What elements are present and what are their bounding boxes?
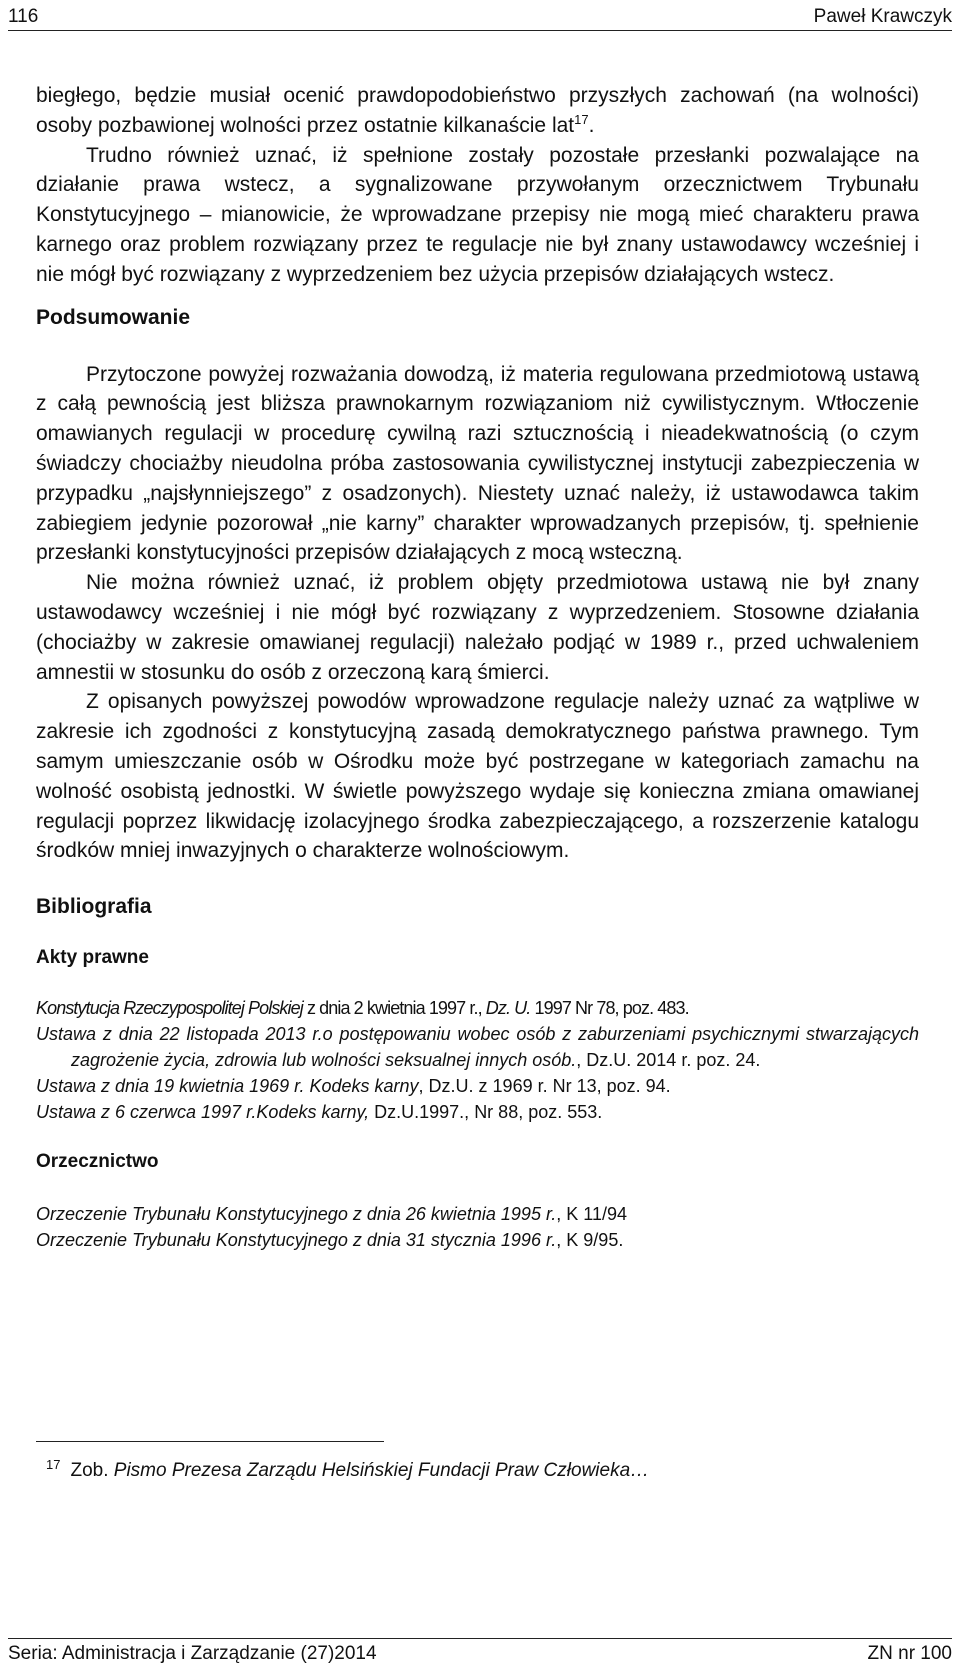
bib-act-3-rest: , Dz.U. z 1969 r. Nr 13, poz. 94.: [418, 1076, 671, 1097]
bib-act-1-journal: Dz. U.: [485, 998, 531, 1019]
paragraph-4: Nie można również uznać, iż problem objęty przedmiotowa ustawą nie był znany ustawodawcy wcześniej i nie mógł być rozwiązany z wyprzedzeniem. Stosowne działania (chociażby w zakresie omawianej regulacji) należało podjąć w 1989 r., przed uchwaleniem amnestii w stosunku do osób z orzeczoną karą śmierci.: [36, 571, 919, 684]
heading-orzecznictwo: Orzecznictwo: [36, 1151, 159, 1173]
bib-act-3-title: Ustawa z dnia 19 kwietnia 1969 r. Kodeks karny: [36, 1076, 419, 1097]
bib-act-1: [36, 995, 919, 1021]
bib-act-4-rest: Dz.U.1997., Nr 88, poz. 553.: [369, 1102, 603, 1123]
bib-act-2-rest: , Dz.U. 2014 r. poz. 24.: [576, 1050, 761, 1071]
bib-act-1-rest: z dnia 2 kwietnia 1997 r.,: [302, 998, 486, 1019]
page-footer: [8, 1638, 952, 1667]
bib-case-2: [36, 1227, 919, 1253]
footnote-ref[interactable]: 17: [574, 111, 589, 127]
bib-case-2-rest: , K 9/95.: [556, 1230, 624, 1251]
bib-case-1: [36, 1201, 919, 1227]
bib-act-4: [36, 1099, 919, 1125]
page-number: 116: [8, 6, 39, 27]
heading-akty-prawne: Akty prawne: [36, 947, 149, 969]
footnote-17: [46, 1456, 649, 1486]
paragraph-1: [36, 81, 919, 141]
bib-act-1-title: Konstytucja Rzeczypospolitej Polskiej: [36, 998, 303, 1019]
footnote-separator: [36, 1441, 384, 1442]
bib-act-2: [36, 1021, 919, 1073]
bib-case-1-rest: , K 11/94: [556, 1204, 628, 1225]
paragraph-3: Przytoczone powyżej rozważania dowodzą, iż materia regulowana przedmiotową ustawą z całą pewnością jest bliższa prawnokarnym rozwiązaniom niż cywilistycznym. Wtłoczenie omawianych regulacji w procedurę cywilną razi sztucznością i nieadekwatnością (o czym świadczy chociażby nieudolna próba zastosowania cywilistycznej instytucji zabezpieczenia w przypadku „najsłynniejszego” z osadzonych). Niestety uznać należy, iż ustawodawca takim zabiegiem jedynie pozorował „nie karny” charakter wprowadzanych przepisów, tj. spełnienie przesłanki konstytucyjności przepisów działających z mocą wsteczną.: [36, 362, 919, 565]
bib-act-1-rest2: 1997 Nr 78, poz. 483.: [530, 998, 689, 1019]
paragraph-1-end: .: [588, 113, 595, 137]
bib-case-2-title: Orzeczenie Trybunału Konstytucyjnego z dnia 31 stycznia 1996 r.: [36, 1230, 557, 1251]
footnote-text: Pismo Prezesa Zarządu Helsińskiej Fundacji Praw Człowieka…: [113, 1460, 650, 1481]
footnote-number: 17: [46, 1456, 61, 1472]
running-author: Paweł Krawczyk: [813, 6, 952, 27]
bib-case-1-title: Orzeczenie Trybunału Konstytucyjnego z dnia 26 kwietnia 1995 r.: [36, 1204, 557, 1225]
heading-podsumowanie: Podsumowanie: [36, 305, 191, 329]
page-body: [36, 81, 919, 1253]
footer-series: Seria: Administracja i Zarządzanie (27)2014: [8, 1643, 377, 1664]
paragraph-5: Z opisanych powyższej powodów wprowadzone regulacje należy uznać za wątpliwe w zakresie ich zgodności z konstytucyjną zasadą demokratycznego państwa prawnego. Tym samym umieszczanie osób w Ośrodku może być postrzegane w kategoriach zamachu na wolność osobistą jednostki. W świetle powyższego wydaje się konieczna zmiana omawianej regulacji poprzez likwidację izolacyjnego środka zabezpieczającego, a rozszerzenie katalogu środków mniej inwazyjnych o charakterze wolnościowym.: [36, 690, 919, 863]
paragraph-1-text: biegłego, będzie musiał ocenić prawdopodobieństwo przyszłych zachowań (na wolności) osoby pozbawionej wolności przez ostatnie kilkanaście lat: [36, 84, 919, 137]
bib-act-4-title: Ustawa z 6 czerwca 1997 r.Kodeks karny,: [36, 1102, 370, 1123]
footnote-prefix: Zob.: [70, 1460, 114, 1481]
page-header: [8, 0, 952, 31]
bib-act-2-title: Ustawa z dnia 22 listopada 2013 r.o postępowaniu wobec osób z zaburzeniami psychicznymi stwarzających zagrożenie życia, zdrowia lub wolności seksualnej innych osób.: [36, 1024, 919, 1071]
heading-bibliografia: Bibliografia: [36, 895, 152, 919]
paragraph-2: Trudno również uznać, iż spełnione zostały pozostałe przesłanki pozwalające na działanie prawa wstecz, a sygnalizowane przywołanym orzecznictwem Trybunału Konstytucyjnego – mianowicie, że wprowadzane przepisy nie mogą mieć charakteru prawa karnego oraz problem rozwiązany przez te regulacje nie był znany ustawodawcy wcześniej i nie mógł być rozwiązany z wyprzedzeniem bez użycia przepisów działających wstecz.: [36, 143, 919, 286]
footer-issue: ZN nr 100: [867, 1643, 952, 1664]
bib-act-3: [36, 1073, 919, 1099]
